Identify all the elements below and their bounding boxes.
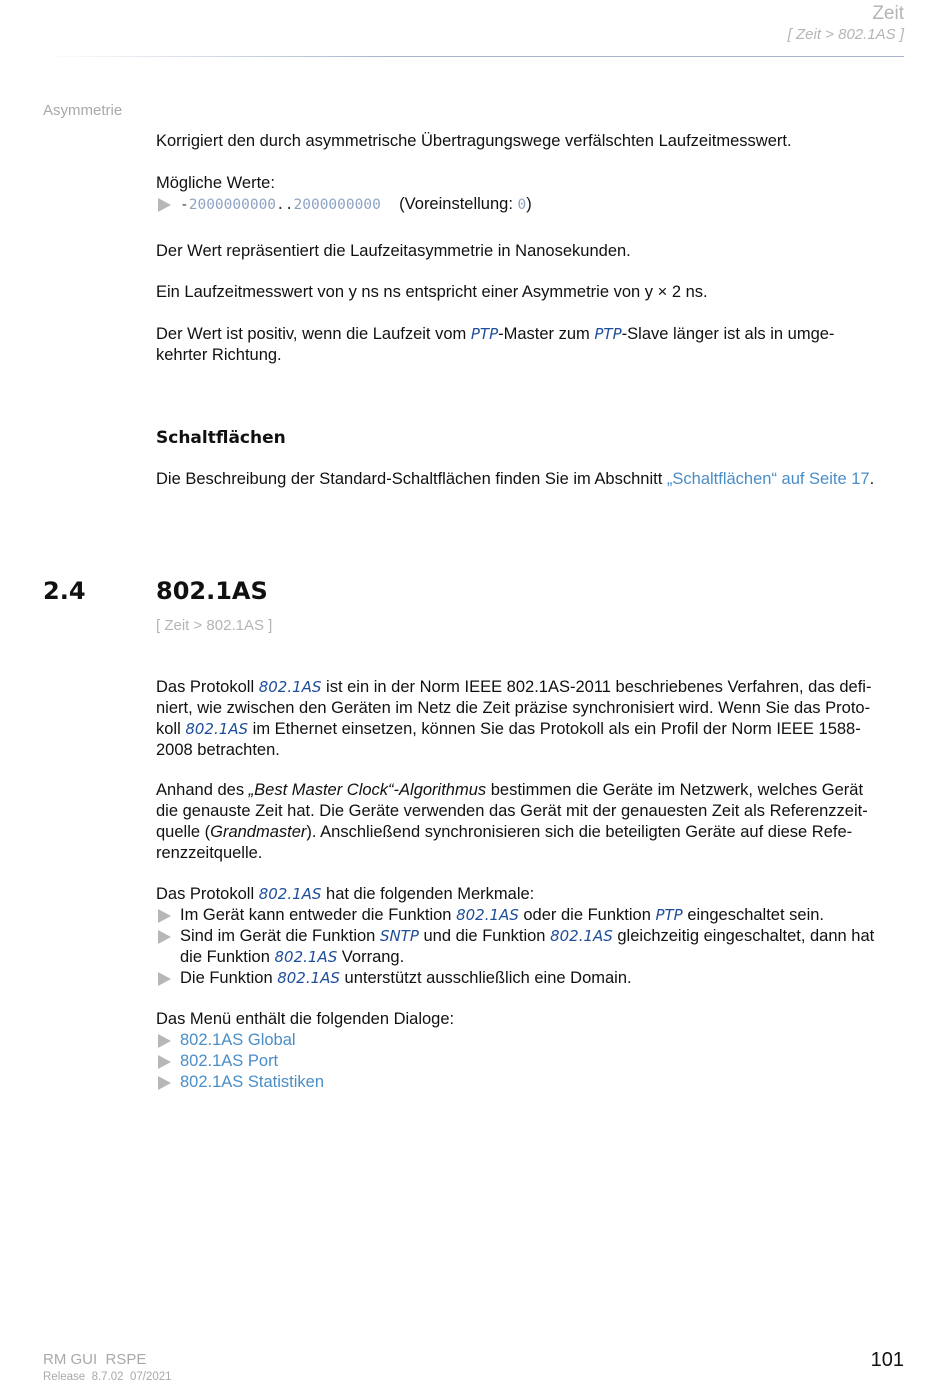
possible-values: [156, 173, 906, 216]
bullet-triangle-icon: [158, 909, 171, 923]
footer-release: Release 8.7.02 07/2021: [43, 1371, 172, 1383]
buttons-section: [156, 428, 906, 448]
menu-intro: Das Menü enthält die folgenden Dialoge:: [156, 1010, 455, 1028]
intro-paragraph: Das Protokoll 802.1AS ist ein in der Norm IEEE 802.1AS-2011 beschriebenes Verfahren, das defi- niert, wie zwischen den Geräten im Netz die Zeit präzise synchronisiert wird. Wenn Sie das Proto- koll 802.1AS im Ethernet einsetzen, können Sie das Protokoll als ein Profil der Norm IEEE 1588- 2008 betrachten.: [156, 678, 872, 759]
asymmetry-description: [156, 131, 906, 152]
parameter-label: Asymmetrie: [43, 102, 123, 119]
dialog-link-statistics[interactable]: 802.1AS Statistiken: [180, 1073, 325, 1091]
dialog-link-item: [156, 1030, 906, 1051]
bullet-triangle-icon: [158, 1034, 171, 1048]
value-range-item: -2000000000..2000000000 (Voreinstellung: 0): [156, 194, 906, 216]
term-8021as: 802.1AS: [258, 885, 322, 903]
feature-item: Sind im Gerät die Funktion SNTP und die Funktion 802.1AS gleichzeitig eingeschaltet, dann hat die Funktion 802.1AS Vorrang.: [156, 926, 906, 968]
dialogs-block: [156, 1009, 906, 1093]
running-header-breadcrumb: [ Zeit > 802.1AS ]: [787, 26, 904, 43]
bullet-triangle-icon: [158, 198, 171, 212]
bullet-triangle-icon: [158, 1055, 171, 1069]
dialog-link-global[interactable]: 802.1AS Global: [180, 1031, 296, 1049]
term-8021as: 802.1AS: [185, 720, 249, 738]
footer-document-name: RM GUI RSPE: [43, 1351, 147, 1368]
feature-item: Im Gerät kann entweder die Funktion 802.1AS oder die Funktion PTP eingeschaltet sein.: [156, 905, 906, 926]
bmc-algorithm-term: „Best Master Clock“-Algorithmus: [248, 781, 487, 799]
description-text: Korrigiert den durch asymmetrische Übertragungswege verfälschten Laufzeitmesswert.: [156, 132, 792, 150]
range-min: -2000000000: [180, 197, 277, 213]
default-prefix: (Voreinstellung:: [399, 195, 518, 213]
example-paragraph: Ein Laufzeitmesswert von y ns ns entspricht einer Asymmetrie von y × 2 ns.: [156, 283, 708, 301]
default-value: 0: [517, 197, 527, 213]
bmc-paragraph: Anhand des „Best Master Clock“-Algorithmus bestimmen die Geräte im Netzwerk, welches Gerät die genauste Zeit hat. Die Geräte verwenden das Gerät mit der genauesten Zeit als Referenzzeit- quelle (Grandmaster). Anschließend synchronisieren sich die beteiligten Geräte auf diese Refe- renzzeitquelle.: [156, 781, 868, 862]
grandmaster-term: Grandmaster: [210, 823, 307, 841]
bullet-triangle-icon: [158, 930, 171, 944]
term-8021as: 802.1AS: [258, 678, 322, 696]
section-title: 802.1AS: [156, 577, 268, 605]
header-divider: [42, 56, 904, 57]
page-number: 101: [870, 1349, 904, 1371]
ptp-term: PTP: [470, 325, 499, 343]
ptp-term: PTP: [594, 325, 622, 343]
running-header-title: Zeit: [872, 3, 904, 24]
range-separator: ..: [276, 197, 294, 213]
bullet-triangle-icon: [158, 972, 171, 986]
buttons-heading: Schaltflächen: [156, 428, 286, 448]
possible-values-label: Mögliche Werte:: [156, 174, 275, 192]
features-block: Das Protokoll 802.1AS hat die folgenden Merkmale: Im Gerät kann entweder die Funktion 802.1AS oder die Funktion PTP eingeschaltet sein. Sind im Gerät die Funktion SNTP und die Funktion 802.1AS gleichzeitig eingeschaltet, dann hat die Funktion 802.1AS Vorrang. Die Funktion 802.1AS unterstützt ausschließlich eine Domain.: [156, 884, 906, 989]
bullet-triangle-icon: [158, 1076, 171, 1090]
dialog-link-item: [156, 1072, 906, 1093]
nanoseconds-paragraph: Der Wert repräsentiert die Laufzeitasymmetrie in Nanosekunden.: [156, 242, 631, 260]
section-number: 2.4: [43, 577, 86, 605]
positive-value-paragraph: Der Wert ist positiv, wenn die Laufzeit vom PTP-Master zum PTP-Slave länger ist als in umge- kehrter Richtung.: [156, 325, 835, 364]
buttons-section-link[interactable]: „Schaltflächen“ auf Seite 17: [666, 470, 870, 488]
dialog-link-port[interactable]: 802.1AS Port: [180, 1052, 279, 1070]
feature-item: Die Funktion 802.1AS unterstützt ausschließlich eine Domain.: [156, 968, 906, 989]
buttons-paragraph: Die Beschreibung der Standard-Schaltflächen finden Sie im Abschnitt „Schaltflächen“ auf Seite 17.: [156, 470, 875, 488]
section-breadcrumb: [ Zeit > 802.1AS ]: [156, 617, 273, 634]
range-max: 2000000000: [293, 197, 381, 213]
dialog-link-item: [156, 1051, 906, 1072]
